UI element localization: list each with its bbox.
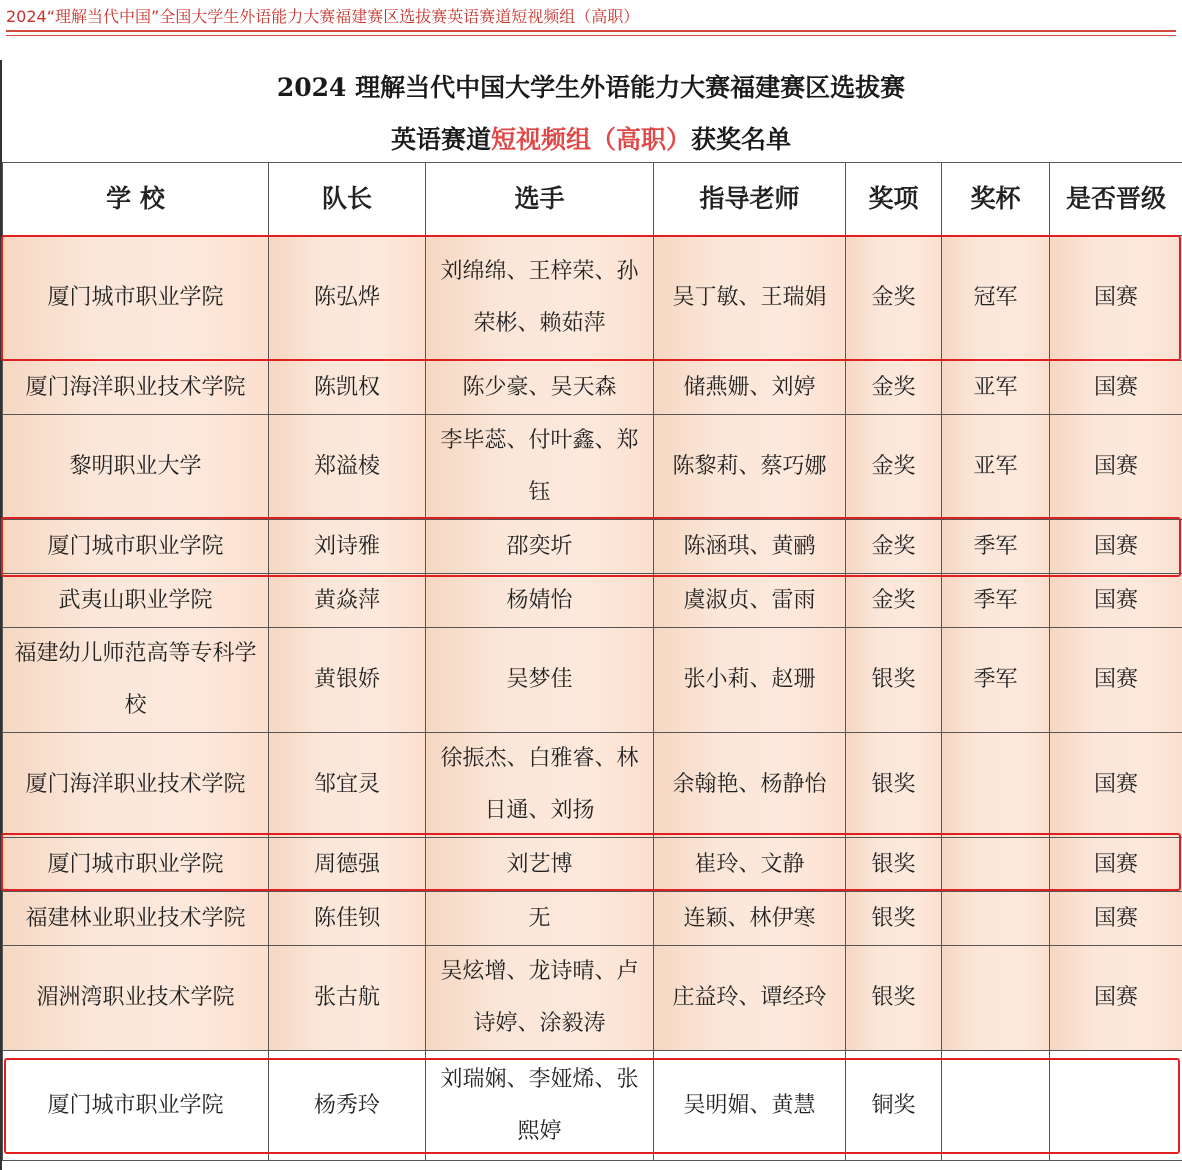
cell-advisors: 崔玲、文静 xyxy=(654,838,846,892)
cell-award: 银奖 xyxy=(846,892,942,946)
cell-cup xyxy=(942,733,1050,838)
page-title: 2024“理解当代中国”全国大学生外语能力大赛福建赛区选拔赛英语赛道短视频组（高职） xyxy=(6,7,640,26)
cell-school: 厦门海洋职业技术学院 xyxy=(3,361,269,415)
title-rule-thin xyxy=(6,35,1176,36)
cell-school: 黎明职业大学 xyxy=(3,415,269,520)
title-accent: 短视频组（高职） xyxy=(490,125,691,154)
title-suffix: 获奖名单 xyxy=(691,125,792,154)
cell-advisors: 吴明媚、黄慧 xyxy=(654,1051,846,1161)
cell-advance: 国赛 xyxy=(1050,628,1182,733)
cell-captain: 黄银娇 xyxy=(269,628,426,733)
cell-players: 刘绵绵、王梓荣、孙荣彬、赖茹萍 xyxy=(426,236,654,361)
cell-school: 厦门城市职业学院 xyxy=(3,838,269,892)
header-school: 学 校 xyxy=(3,163,269,236)
cell-players: 陈少豪、吴天森 xyxy=(426,361,654,415)
title-prefix: 英语赛道 xyxy=(390,125,491,154)
cell-advisors: 储燕姗、刘婷 xyxy=(654,361,846,415)
cell-players: 刘瑞娴、李娅烯、张熙婷 xyxy=(426,1051,654,1161)
cell-captain: 刘诗雅 xyxy=(269,520,426,574)
cell-school: 福建林业职业技术学院 xyxy=(3,892,269,946)
cell-advance: 国赛 xyxy=(1050,361,1182,415)
awards-table xyxy=(2,162,1182,1161)
table-row xyxy=(3,574,1182,628)
cell-advisors: 吴丁敏、王瑞娟 xyxy=(654,236,846,361)
cell-advisors: 余翰艳、杨静怡 xyxy=(654,733,846,838)
table-row xyxy=(3,236,1182,361)
cell-cup: 冠军 xyxy=(942,236,1050,361)
table-row xyxy=(3,733,1182,838)
table-row xyxy=(3,415,1182,520)
cell-players: 刘艺博 xyxy=(426,838,654,892)
document-title-line2 xyxy=(0,120,1182,156)
cell-captain: 陈佳钡 xyxy=(269,892,426,946)
cell-captain: 杨秀玲 xyxy=(269,1051,426,1161)
cell-school: 厦门城市职业学院 xyxy=(3,520,269,574)
cell-captain: 陈凯权 xyxy=(269,361,426,415)
cell-advance: 国赛 xyxy=(1050,415,1182,520)
cell-captain: 陈弘烨 xyxy=(269,236,426,361)
cell-captain: 邹宜灵 xyxy=(269,733,426,838)
cell-award: 银奖 xyxy=(846,946,942,1051)
cell-advisors: 庄益玲、谭经玲 xyxy=(654,946,846,1051)
header-cup: 奖杯 xyxy=(942,163,1050,236)
cell-players: 吴炫增、龙诗晴、卢诗婷、涂毅涛 xyxy=(426,946,654,1051)
cell-advance: 国赛 xyxy=(1050,946,1182,1051)
cell-award: 金奖 xyxy=(846,236,942,361)
cell-advance: 国赛 xyxy=(1050,520,1182,574)
cell-award: 银奖 xyxy=(846,628,942,733)
cell-advance: 国赛 xyxy=(1050,892,1182,946)
table-row xyxy=(3,838,1182,892)
table-row xyxy=(3,1051,1182,1161)
cell-advisors: 连颖、林伊寒 xyxy=(654,892,846,946)
title-rule xyxy=(6,30,1176,32)
cell-school: 厦门海洋职业技术学院 xyxy=(3,733,269,838)
cell-players: 无 xyxy=(426,892,654,946)
table-row xyxy=(3,520,1182,574)
cell-award: 金奖 xyxy=(846,415,942,520)
cell-players: 邵奕圻 xyxy=(426,520,654,574)
cell-cup: 季军 xyxy=(942,520,1050,574)
cell-school: 厦门城市职业学院 xyxy=(3,1051,269,1161)
cell-school: 湄洲湾职业技术学院 xyxy=(3,946,269,1051)
cell-school: 武夷山职业学院 xyxy=(3,574,269,628)
header-captain: 队长 xyxy=(269,163,426,236)
cell-captain: 黄焱萍 xyxy=(269,574,426,628)
cell-advance: 国赛 xyxy=(1050,733,1182,838)
cell-players: 李毕蕊、付叶鑫、郑钰 xyxy=(426,415,654,520)
cell-award: 金奖 xyxy=(846,520,942,574)
cell-players: 杨婧怡 xyxy=(426,574,654,628)
table-row xyxy=(3,628,1182,733)
table-row xyxy=(3,892,1182,946)
document-title-line1: 2024 理解当代中国大学生外语能力大赛福建赛区选拔赛 xyxy=(276,73,906,102)
cell-players: 吴梦佳 xyxy=(426,628,654,733)
cell-advance: 国赛 xyxy=(1050,838,1182,892)
cell-award: 银奖 xyxy=(846,838,942,892)
cell-advisors: 陈涵琪、黄鹂 xyxy=(654,520,846,574)
cell-cup xyxy=(942,838,1050,892)
cell-advisors: 陈黎莉、蔡巧娜 xyxy=(654,415,846,520)
cell-advisors: 张小莉、赵珊 xyxy=(654,628,846,733)
cell-school: 福建幼儿师范高等专科学校 xyxy=(3,628,269,733)
cell-captain: 郑溢棱 xyxy=(269,415,426,520)
cell-advance xyxy=(1050,1051,1182,1161)
cell-cup: 季军 xyxy=(942,574,1050,628)
cell-cup xyxy=(942,946,1050,1051)
cell-award: 铜奖 xyxy=(846,1051,942,1161)
header-advance: 是否晋级 xyxy=(1050,163,1182,236)
header-advisors: 指导老师 xyxy=(654,163,846,236)
table-row xyxy=(3,361,1182,415)
cell-players: 徐振杰、白雅睿、林日通、刘扬 xyxy=(426,733,654,838)
cell-school: 厦门城市职业学院 xyxy=(3,236,269,361)
cell-advisors: 虞淑贞、雷雨 xyxy=(654,574,846,628)
cell-captain: 周德强 xyxy=(269,838,426,892)
cell-award: 金奖 xyxy=(846,361,942,415)
cell-cup: 亚军 xyxy=(942,415,1050,520)
header-award: 奖项 xyxy=(846,163,942,236)
table-row xyxy=(3,946,1182,1051)
cell-cup xyxy=(942,892,1050,946)
cell-award: 金奖 xyxy=(846,574,942,628)
cell-cup: 季军 xyxy=(942,628,1050,733)
cell-advance: 国赛 xyxy=(1050,236,1182,361)
cell-advance: 国赛 xyxy=(1050,574,1182,628)
cell-captain: 张古航 xyxy=(269,946,426,1051)
table-header-row xyxy=(3,163,1182,236)
cell-cup: 亚军 xyxy=(942,361,1050,415)
cell-cup xyxy=(942,1051,1050,1161)
header-players: 选手 xyxy=(426,163,654,236)
cell-award: 银奖 xyxy=(846,733,942,838)
